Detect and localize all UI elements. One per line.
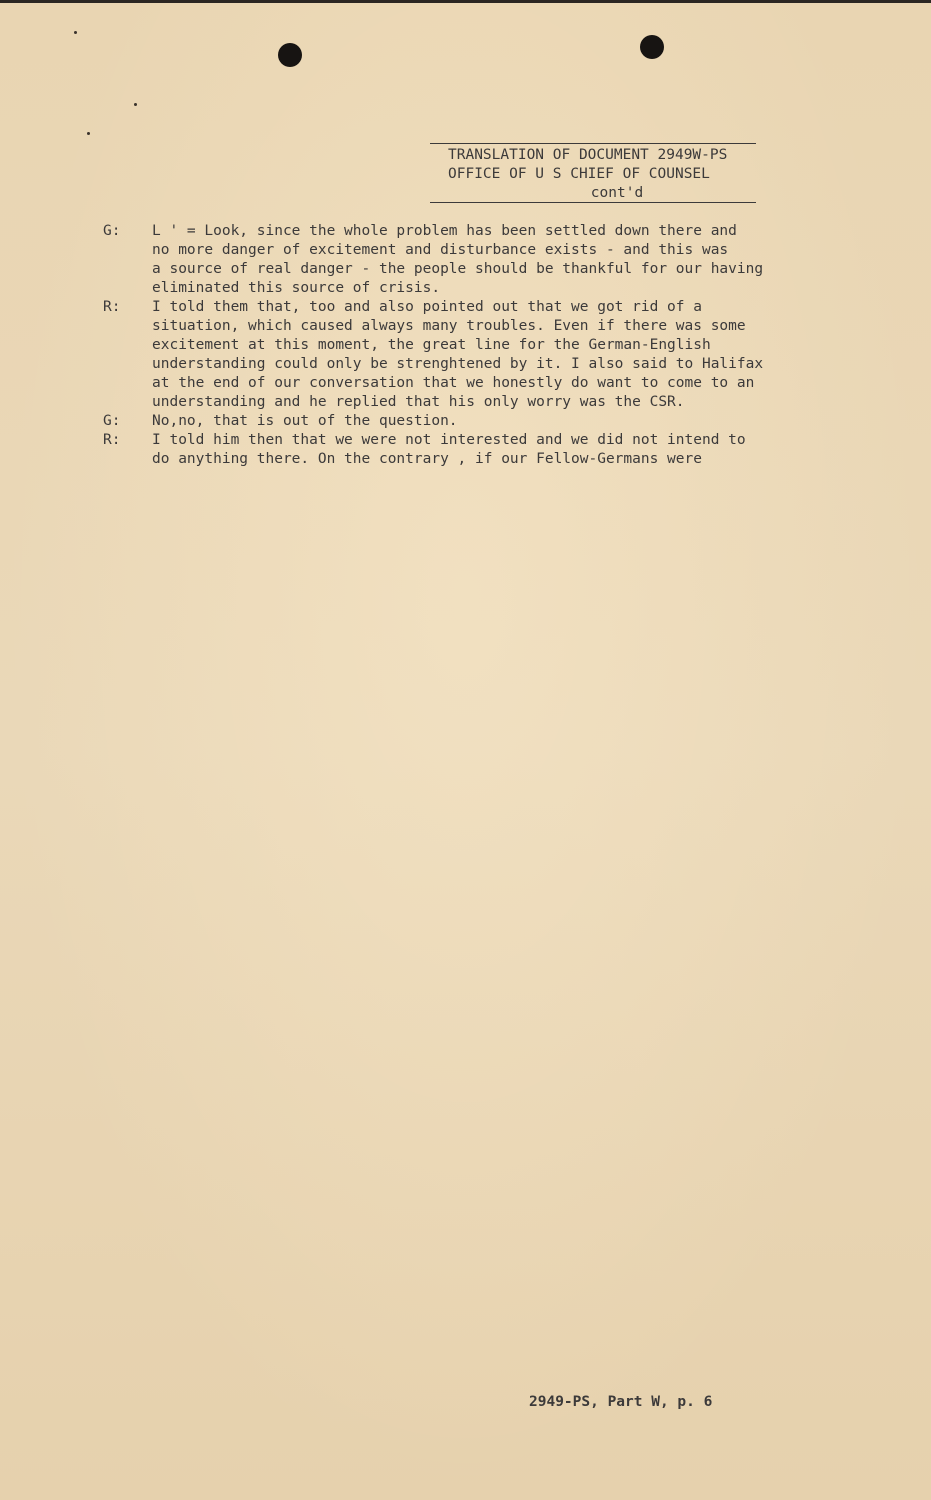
header-bottom-rule [430,202,756,203]
entry-text [152,222,843,298]
dialogue-entry [103,431,843,469]
entry-text [152,298,843,412]
dialogue-entry [103,298,843,412]
text-line: no more danger of excitement and disturbance exists - and this was [152,242,729,258]
document-header [430,143,756,203]
text-line: No,no, that is out of the question. [152,413,458,429]
entry-text [152,431,843,469]
text-line: L ' = Look, since the whole problem has been settled down there and [152,223,737,239]
header-continued: cont'd [590,185,644,201]
speaker-label: G: [103,413,121,429]
text-line: excitement at this moment, the great line for the German-English [152,337,711,353]
dialogue-body [103,222,843,469]
scan-edge [0,0,931,3]
speaker-label: R: [103,432,121,448]
text-line: eliminated this source of crisis. [152,280,441,296]
dialogue-entry [103,222,843,298]
text-line: a source of real danger - the people should be thankful for our having [152,261,764,277]
header-top-rule [430,143,756,144]
text-line: understanding could only be strenghtened by it. I also said to Halifax [152,356,764,372]
punch-hole-left [278,43,302,67]
speaker-label: G: [103,223,121,239]
page-reference: 2949-PS, Part W, p. 6 [529,1394,713,1410]
header-office: OFFICE OF U S CHIEF OF COUNSEL [448,166,710,182]
text-line: I told him then that we were not interested and we did not intend to [152,432,746,448]
punch-hole-right [640,35,664,59]
text-line: I told them that, too and also pointed out that we got rid of a [152,299,702,315]
dialogue-entry [103,412,843,431]
header-title: TRANSLATION OF DOCUMENT 2949W-PS [448,147,728,163]
entry-text [152,412,843,431]
speck [134,103,137,106]
text-line: understanding and he replied that his only worry was the CSR. [152,394,685,410]
speaker-label: R: [103,299,121,315]
text-line: situation, which caused always many troubles. Even if there was some [152,318,746,334]
speck [74,31,77,34]
speck [87,132,90,135]
text-line: do anything there. On the contrary , if our Fellow-Germans were [152,451,702,467]
text-line: at the end of our conversation that we honestly do want to come to an [152,375,755,391]
